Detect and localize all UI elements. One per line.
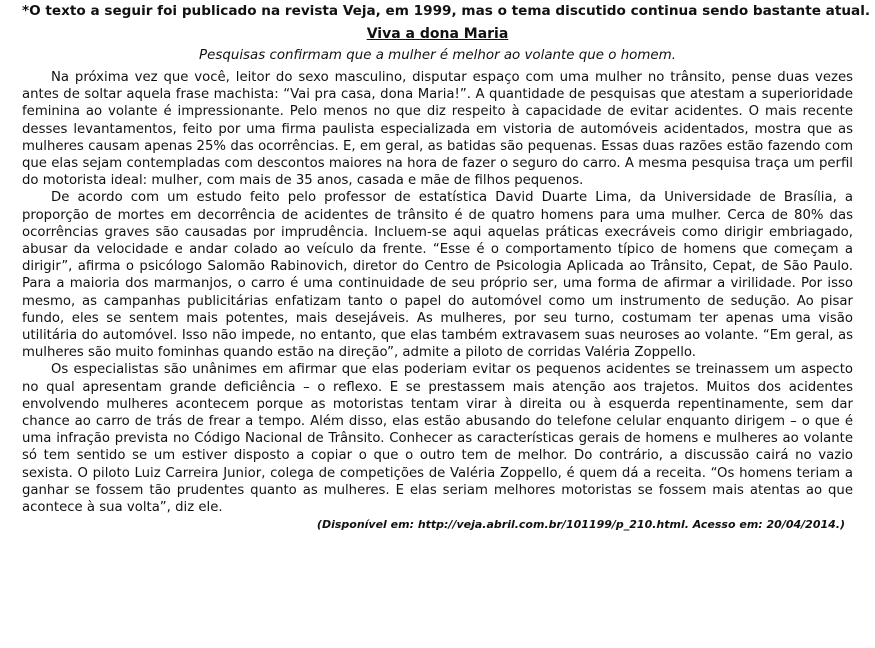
- article-body: [22, 69, 853, 516]
- article-subtitle: Pesquisas confirmam que a mulher é melhor ao volante que o homem.: [199, 48, 676, 63]
- article-title: Viva a dona Maria: [366, 26, 509, 42]
- article-paragraph: Na próxima vez que você, leitor do sexo masculino, disputar espaço com uma mulher no trânsito, pense duas vezes antes de soltar aquela frase machista: “Vai pra casa, dona Maria!”. A quantidade de pesquisas que atestam a superioridade feminina ao volante é impressionante. Pelo menos no que diz respeito à capacidade de evitar acidentes. O mais recente desses levantamentos, feito por uma firma paulista especializada em vistoria de automóveis acidentados, mostra que as mulheres causam apenas 25% das ocorrências. E, em geral, as batidas são pequenas. Essas duas razões estão fazendo com que elas sejam contempladas com descontos maiores na hora de fazer o seguro do carro. A mesma pesquisa traça um perfil do motorista ideal: mulher, com mais de 35 anos, casada e mãe de filhos pequenos.: [22, 70, 853, 189]
- article-paragraph: De acordo com um estudo feito pelo professor de estatística David Duarte Lima, da Universidade de Brasília, a proporção de mortes em decorrência de acidentes de trânsito é de quatro homens para uma mulher. Cerca de 80% das ocorrências graves são causadas por imprudência. Incluem-se aqui aquelas práticas execráveis como dirigir embriagado, abusar da velocidade e andar colado ao veículo da frente. “Esse é o comportamento típico de homens que começam a dirigir”, afirma o psicólogo Salomão Rabinovich, diretor do Centro de Psicologia Aplicada ao Trânsito, Cepat, de São Paulo. Para a maioria dos marmanjos, o carro é uma continuidade de seu próprio ser, uma forma de afirmar a virilidade. Por isso mesmo, as campanhas publicitárias enfatizam tanto o papel do automóvel como um instrumento de sedução. Ao pisar fundo, eles se sentem mais potentes, mais desejáveis. As mulheres, por seu turno, costumam ter apenas uma visão utilitária do automóvel. Isso não impede, no entanto, que elas também extravasem suas neuroses ao volante. “Em geral, as mulheres são muito fominhas quando estão na direção”, admite a piloto de corridas Valéria Zoppello.: [22, 190, 853, 361]
- intro-note: *O texto a seguir foi publicado na revista Veja, em 1999, mas o tema discutido continua sendo bastante atual.: [22, 3, 871, 19]
- source-citation: (Disponível em: http://veja.abril.com.br/101199/p_210.html. Acesso em: 20/04/2014.): [316, 518, 845, 532]
- article-paragraph: Os especialistas são unânimes em afirmar que elas poderiam evitar os pequenos acidentes se treinassem um aspecto no qual apresentam grande deficiência – o reflexo. E se prestassem mais atenção aos trajetos. Muitos dos acidentes envolvendo mulheres acontecem porque as motoristas tentam virar à direita ou à esquerda repentinamente, sem dar chance ao carro de trás de frear a tempo. Além disso, elas estão abusando do telefone celular enquanto dirigem – o que é uma infração prevista no Código Nacional de Trânsito. Conhecer as características gerais de homens e mulheres ao volante só tem sentido se um estiver disposto a copiar o que o outro tem de melhor. Do contrário, a discussão cairá no vazio sexista. O piloto Luiz Carreira Junior, colega de competições de Valéria Zoppello, é quem dá a receita. “Os homens teriam a ganhar se fossem tão prudentes quanto as mulheres. E elas seriam melhores motoristas se fossem mais atentas ao que acontece à sua volta”, diz ele.: [22, 362, 853, 516]
